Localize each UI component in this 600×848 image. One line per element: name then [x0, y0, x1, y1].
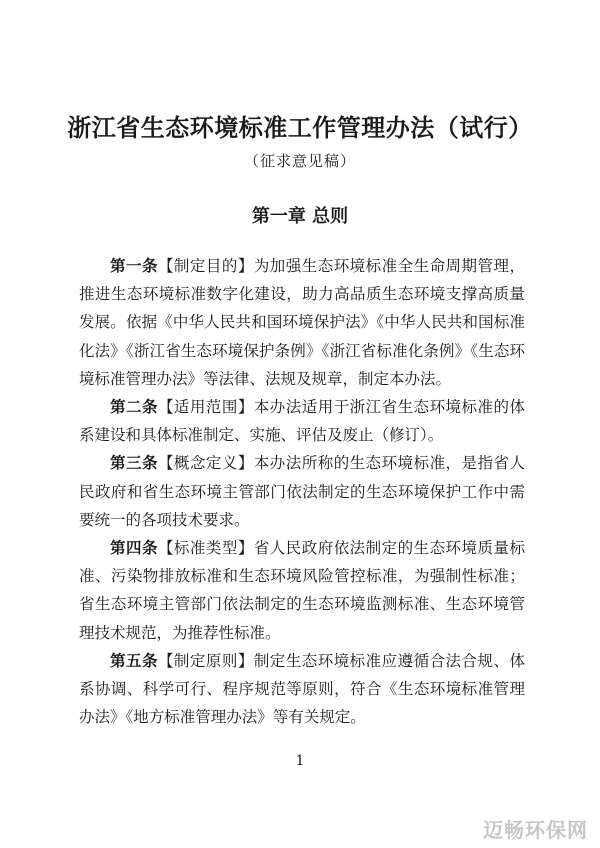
chapter-heading: 第一章 总则 [251, 206, 349, 227]
article-2 [79, 393, 525, 449]
article-number: 第四条 [110, 539, 158, 558]
article-heading: 【概念定义】 [157, 454, 254, 473]
article-number: 第五条 [110, 651, 158, 670]
article-heading: 【制定原则】 [157, 651, 254, 670]
document-title: 浙江省生态环境标准工作管理办法（试行） [67, 114, 533, 142]
article-text: 省人民政府依法制定的生态环境质量标准、污染物排放标准和生态环境风险管控标准，为强制性标准；省生态环境主管部门依法制定的生态环境监测标准、生态环境管理技术规范，为推荐性标准。 [79, 539, 525, 642]
page-number: 1 [295, 753, 305, 769]
document-body [79, 252, 525, 731]
article-4 [79, 534, 525, 647]
article-1 [79, 252, 525, 393]
article-text: 制定生态环境标准应遵循合法合规、体系协调、科学可行、程序规范等原则，符合《生态环境标准管理办法》《地方标准管理办法》等有关规定。 [79, 651, 525, 727]
article-number: 第一条 [110, 257, 158, 275]
watermark-text: 迈畅环保网 [483, 818, 588, 842]
article-3 [79, 449, 525, 534]
article-text: 本办法适用于浙江省生态环境标准的体系建设和具体标准制定、实施、评估及废止（修订）。 [79, 398, 525, 445]
document-subtitle: （征求意见稿） [243, 152, 356, 170]
article-number: 第三条 [110, 454, 158, 473]
article-text: 本办法所称的生态环境标准，是指省人民政府和省生态环境主管部门依法制定的生态环境保护工作中需要统一的各项技术要求。 [79, 454, 525, 529]
article-heading: 【制定目的】 [157, 257, 254, 275]
article-text: 为加强生态环境标准全生命周期管理，推进生态环境标准数字化建设，助力高品质生态环境支撑高质量发展。依据《中华人民共和国环境保护法》《中华人民共和国标准化法》《浙江省生态环境保护条例》《浙江省标准化条例》《生态环境标准管理办法》等法律、法规及规章，制定本办法。 [79, 257, 525, 388]
article-heading: 【标准类型】 [157, 539, 254, 558]
article-number: 第二条 [110, 398, 158, 417]
article-5 [79, 647, 525, 732]
article-heading: 【适用范围】 [157, 398, 254, 417]
